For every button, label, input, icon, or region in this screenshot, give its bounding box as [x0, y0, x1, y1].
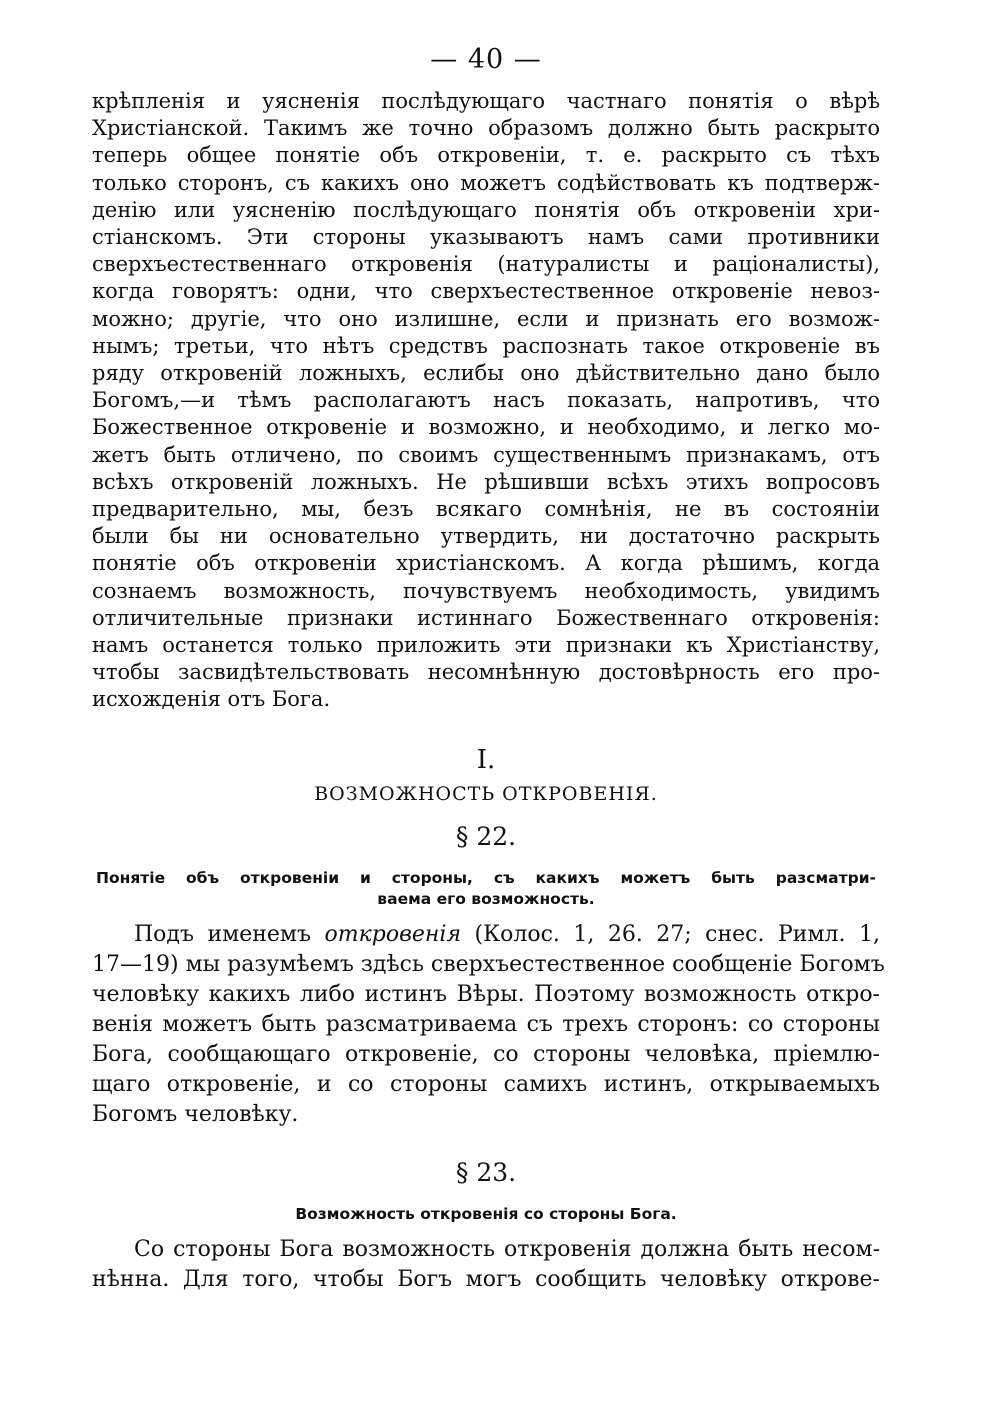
section-heading-23: Возможность откровенія со стороны Бога.: [295, 1204, 677, 1223]
emphasized-term: откровенія: [324, 921, 462, 947]
section-mark-23: § 23.: [455, 1157, 517, 1187]
text-line: понятіе объ откровеніи христіанскомъ. А когда рѣшимъ, когда: [92, 551, 880, 576]
page-number: — 40 —: [430, 44, 542, 75]
section-23-paragraph: [92, 1235, 880, 1295]
part-number: I.: [476, 744, 496, 775]
text-line: чтобы засвидѣтельствовать несомнѣнную достовѣрность его про-: [92, 660, 880, 685]
text-line: Божественное откровеніе и возможно, и необходимо, и легко мо-: [92, 415, 880, 440]
section-22-paragraph: [92, 920, 885, 1130]
text-line: Богомъ человѣку.: [92, 1101, 299, 1127]
text-line: денію или уясненію послѣдующаго понятія объ откровеніи хри-: [92, 197, 880, 222]
heading-line: ваема его возможность.: [377, 889, 595, 908]
text-line: щаго откровеніе, и со стороны самихъ истинъ, открываемыхъ: [92, 1071, 880, 1097]
intro-paragraph: [92, 88, 880, 714]
text-line: жетъ быть отличено, по своимъ существеннымъ признакамъ, отъ: [92, 442, 880, 467]
text-line: человѣку какихъ либо истинъ Вѣры. Поэтому возможность откро-: [92, 981, 880, 1007]
text-line: Богомъ,—и тѣмъ располагаютъ насъ показать, напротивъ, что: [92, 388, 880, 413]
section-heading-22: [92, 868, 880, 910]
text-line: намъ останется только приложить эти признаки къ Христіанству,: [92, 633, 880, 658]
text-line: сверхъестественнаго откровенія (натуралисты и раціоналисты),: [92, 252, 880, 277]
book-page: [92, 40, 885, 1295]
text-line: исхожденія отъ Бога.: [92, 687, 331, 712]
part-title: ВОЗМОЖНОСТЬ ОТКРОВЕНІЯ.: [314, 782, 658, 805]
text-line: были бы ни основательно утвердить, ни достаточно раскрыть: [92, 524, 880, 549]
text-line: Бога, сообщающаго откровеніе, со стороны человѣка, пріемлю-: [92, 1041, 880, 1067]
text-line: нымъ; третьи, что нѣтъ средствъ распознать такое откровеніе въ: [92, 333, 880, 358]
text-line: нѣнна. Для того, чтобы Богъ могъ сообщить человѣку открове-: [92, 1266, 880, 1292]
text-fragment: (Колос. 1, 26. 27; снес. Римл. 1,: [461, 921, 880, 947]
text-line: стіанскомъ. Эти стороны указываютъ намъ сами противники: [92, 225, 880, 250]
text-line: можно; другіе, что оно излишне, если и признать его возмож-: [92, 306, 880, 331]
text-fragment: Подъ именемъ: [134, 921, 325, 947]
text-line: ряду откровеній ложныхъ, еслибы оно дѣйствительно дано было: [92, 361, 880, 386]
text-line: [92, 920, 880, 950]
text-line: теперь общее понятіе объ откровеніи, т. е. раскрыто съ тѣхъ: [92, 143, 880, 168]
text-line: Со стороны Бога возможность откровенія должна быть несом-: [134, 1236, 880, 1262]
text-line: Христіанской. Такимъ же точно образомъ должно быть раскрыто: [92, 116, 880, 141]
text-line: всѣхъ откровеній ложныхъ. Не рѣшивши всѣхъ этихъ вопросовъ: [92, 469, 880, 494]
text-line: только сторонъ, съ какихъ оно можетъ содѣйствовать къ подтверж-: [92, 170, 880, 195]
section-mark-22: § 22.: [455, 821, 517, 851]
text-line: предварительно, мы, безъ всякаго сомнѣнія, не въ состояніи: [92, 497, 880, 522]
heading-line: Понятіе объ откровеніи и стороны, съ какихъ можетъ быть разсматри-: [96, 868, 876, 887]
text-line: 17—19) мы разумѣемъ здѣсь сверхъестественное сообщеніе Богомъ: [92, 951, 885, 977]
text-line: когда говорятъ: одни, что сверхъестественное откровеніе невоз-: [92, 279, 880, 304]
text-line: сознаемъ возможность, почувствуемъ необходимость, увидимъ: [92, 578, 880, 603]
text-line: отличительные признаки истиннаго Божественнаго откровенія:: [92, 605, 880, 630]
text-line: крѣпленія и уясненія послѣдующаго частнаго понятія о вѣрѣ: [92, 89, 880, 113]
text-line: венія можетъ быть разсматриваема съ трехъ сторонъ: со стороны: [92, 1011, 880, 1037]
